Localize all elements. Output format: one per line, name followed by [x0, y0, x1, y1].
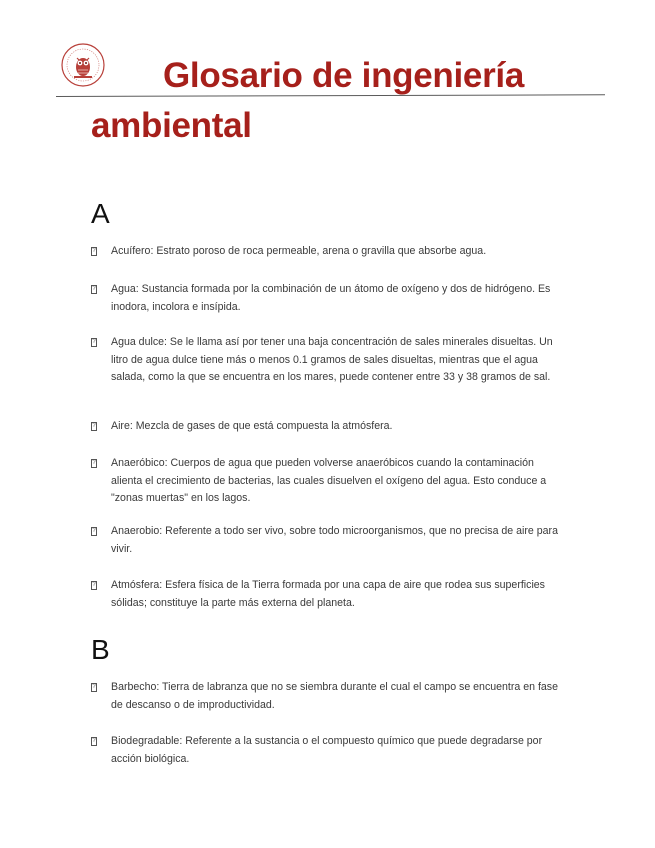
bullet-box-icon: ?	[92, 528, 96, 534]
bullet-box-icon: ?	[92, 339, 96, 345]
page-title: Glosario de ingeniería	[163, 56, 525, 95]
glossary-entry: ? Agua: Sustancia formada por la combinación de un átomo de oxígeno y dos de hidrógeno. Es inodora, incolora e insípida.	[92, 283, 551, 313]
glossary-entry: ? Anaerobio: Referente a todo ser vivo, sobre todo microorganismos, que no precisa de aire para vivir.	[92, 525, 558, 555]
glossary-entry: ? Barbecho: Tierra de labranza que no se siembra durante el cual el campo se encuentra en fase de descanso o de improductividad.	[92, 681, 558, 711]
bullet-box-icon: ?	[92, 460, 96, 466]
section-letter-b: B	[91, 634, 110, 665]
bullet-box-icon: ?	[92, 582, 96, 588]
bullet-box-icon: ?	[92, 423, 96, 429]
glossary-entry: ? Atmósfera: Esfera física de la Tierra formada por una capa de aire que rodea sus superficies sólidas; constituye la parte más externa del planeta.	[92, 579, 545, 609]
page-title-continued: ambiental	[91, 106, 252, 145]
glossary-entry: ? Anaeróbico: Cuerpos de agua que pueden volverse anaeróbicos cuando la contaminación alienta el crecimiento de bacterias, las cuales disuelven el oxígeno del agua. Esto conduce a "zonas muertas" en los lagos.	[92, 457, 547, 504]
glossary-entry: ? Acuífero: Estrato poroso de roca permeable, arena o gravilla que absorbe agua.	[92, 245, 487, 257]
section-letter-a: A	[91, 198, 110, 229]
glossary-entry: ? Aire: Mezcla de gases de que está compuesta la atmósfera.	[92, 420, 393, 432]
bullet-box-icon: ?	[92, 248, 96, 254]
university-seal-owl-icon	[60, 42, 106, 88]
title-divider	[56, 94, 605, 97]
bullet-box-icon: ?	[92, 738, 96, 744]
bullet-box-icon: ?	[92, 286, 96, 292]
bullet-box-icon: ?	[92, 684, 96, 690]
glossary-entry: ? Biodegradable: Referente a la sustancia o el compuesto químico que puede degradarse por acción biológica.	[92, 735, 543, 765]
glossary-entry: ? Agua dulce: Se le llama así por tener una baja concentración de sales minerales disueltas. Un litro de agua dulce tiene más o menos 0.1 gramos de sales disueltas, mientras que el agua salada, como la que se encuentra en los mares, puede contener entre 33 y 38 gramos de sal.	[92, 336, 553, 383]
